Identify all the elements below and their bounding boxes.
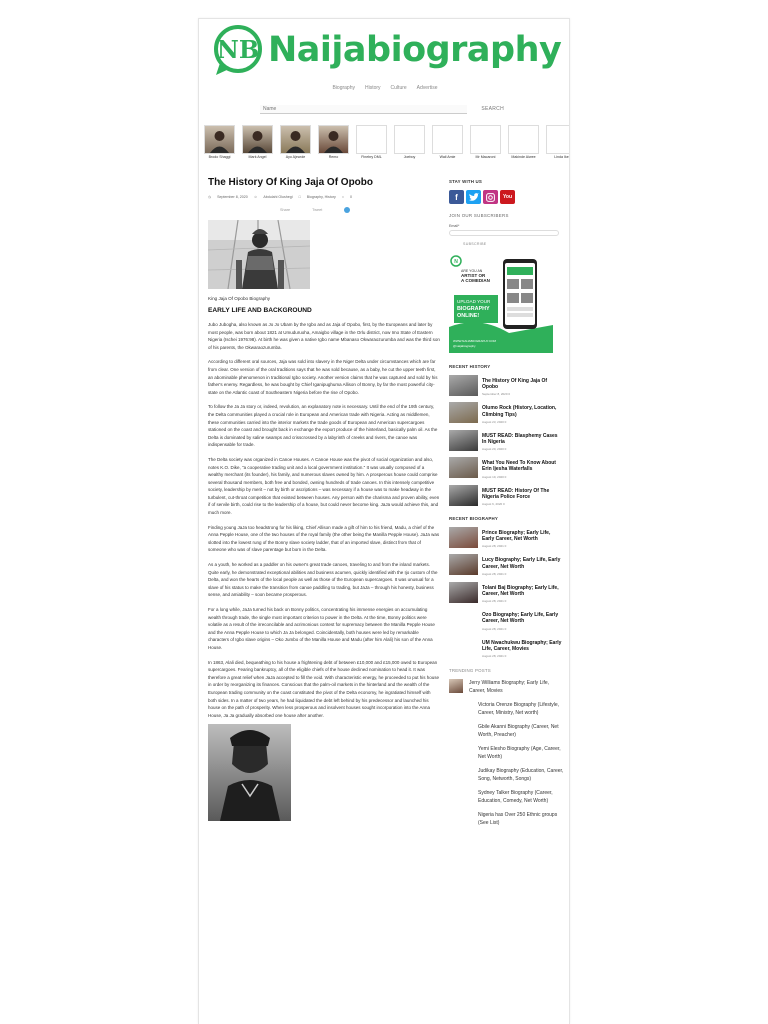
folder-icon: □: [298, 195, 301, 199]
article-meta: [208, 195, 440, 199]
king-jaja-portrait: [208, 724, 291, 821]
ad-line1: ARE YOU AN: [461, 269, 483, 273]
sidebar-post-item[interactable]: [449, 402, 563, 423]
ad-cta1: UPLOAD YOUR: [457, 299, 491, 304]
trending-thumbnail: [449, 679, 463, 693]
nav-culture[interactable]: Culture: [390, 85, 407, 91]
article-paragraph: The Delta society was organized in Canoe Houses. A Canoe House was the pivot of social organization and also, notes K.O. Dike, "a cooperative trading unit and a local government institution." It was usually composed of a wealthy merchant (its founder), his family, and numerous slaves owned by him. A prosperous house could comprise several thousand members, both free and bonded, owning hundreds of trade canoes. In this intensely competitive society, leadership by merit – not by birth or ascriptions – was necessary if a house was to make headway in the turbulent, cut-throat competition that existed between houses. Any person with the charisma and proven ability, even if of servile birth, could rise to the leadership of a house, but could never become king. JaJa would achieve this, and much more.: [208, 456, 440, 516]
top-nav: [199, 85, 570, 91]
upload-biography-ad[interactable]: [449, 255, 553, 353]
person-photo: [204, 125, 235, 154]
instagram-icon[interactable]: [483, 190, 498, 204]
article-title: The History Of King Jaja Of Opobo: [208, 177, 374, 188]
sidebar-post-item[interactable]: [449, 430, 563, 451]
post-thumbnail: [449, 402, 478, 423]
stay-with-us-heading: STAY WITH US: [449, 179, 483, 184]
article: [208, 177, 440, 821]
trending-title[interactable]: Jerry Williams Biography; Early Life, Career, Movies: [469, 680, 550, 695]
twitter-icon[interactable]: [466, 190, 481, 204]
sidebar-post-item[interactable]: [449, 527, 563, 548]
ad-cta2: BIOGRAPHY: [457, 306, 490, 312]
ad-line2: ARTIST OR: [461, 273, 486, 278]
post-title[interactable]: MUST READ: History Of The Nigeria Police Force: [482, 487, 550, 500]
post-thumbnail: [449, 582, 478, 603]
post-thumbnail: [449, 485, 478, 506]
calendar-icon: ◷: [208, 195, 212, 199]
person-name: Linda Ike: [554, 155, 569, 159]
person-photo: [546, 125, 570, 154]
sidebar-post-item[interactable]: [449, 554, 563, 575]
person-name: Ayo Ajewole: [285, 155, 306, 159]
post-thumbnail: [449, 554, 478, 575]
sidebar-post-item[interactable]: [449, 485, 563, 506]
post-meta: August 28, 2021 0: [482, 544, 507, 549]
person-card[interactable]: [394, 125, 425, 159]
post-title[interactable]: UM Nwachukwu Biography; Early Life, Career, Movies: [482, 639, 562, 652]
sidebar: [449, 179, 563, 827]
share-bar: [208, 207, 440, 213]
email-label: Email*: [449, 224, 460, 228]
trending-title[interactable]: Gbile Akanni Biography (Career, Net Worth, Preacher): [478, 724, 559, 739]
facebook-icon[interactable]: f: [449, 190, 464, 204]
ad-url: WWW.NAIJABIOGRAPHY.COM: [453, 339, 496, 343]
post-meta: August 20, 2020 0: [482, 447, 507, 452]
trending-item[interactable]: [449, 679, 563, 695]
person-name: Wail Amie: [439, 155, 456, 159]
article-paragraph: Jubo Jubogha, also known as Jo Jo Ubam by the Igbo and as Jaja of Opobo, first, by the Europeans and later by most people, was born about 1821 at Umuduruoha, Amaigbo village in the Orlu district, now Imo State of Eastern Nigeria (Ischei 1976:98). At birth he was given a native Igbo name Mbanaso Okwaraozurumba and was the third son of his parents, the Okwaraozurumba.: [208, 322, 440, 350]
social-links: [449, 190, 563, 204]
post-thumbnail: [449, 375, 478, 396]
trending-title[interactable]: Nigeria has Over 250 Ethnic groups (See List): [478, 812, 558, 827]
person-name: Brodo Shaggi: [208, 155, 231, 159]
person-photo: [280, 125, 311, 154]
post-meta: August 28, 2021 0: [482, 599, 507, 604]
article-paragraph: To follow the Ja Ja story or, indeed, revolution, an explanatory note is necessary. Until the end of the 19th century, the Delta communities played a crucial role in European and American trade with Nigeria. Acting as middlemen, these communities carried into the interior markets the trade goods of European and American supercargoes stationed on the coast and brought back in exchange the export produce of the hinterland, basically palm oil. As the Delta is dominated by saline swamps and crisscrossed by a labyrinth of creeks and rivers, the canoe was indispensable for trade.: [208, 404, 438, 448]
nav-advertise[interactable]: Advertise: [416, 85, 438, 91]
sidebar-post-item[interactable]: [449, 457, 563, 478]
trending-title[interactable]: Sydney Talker Biography (Career, Education, Comedy, Net Worth): [478, 790, 553, 805]
person-photo: [356, 125, 387, 154]
article-comments[interactable]: 0: [350, 195, 352, 199]
section-heading: EARLY LIFE AND BACKGROUND: [208, 307, 312, 314]
post-thumbnail: [449, 430, 478, 451]
post-title[interactable]: The History Of King Jaja Of Opobo: [482, 378, 548, 391]
nav-biography[interactable]: Biography: [332, 85, 355, 91]
comment-icon: ○: [341, 195, 344, 199]
post-meta: August 19, 2020 0: [482, 474, 507, 479]
ad-line3: A COMEDIAN: [461, 278, 490, 283]
post-title[interactable]: What You Need To Know About Erin Ijesha Waterfalls: [482, 460, 556, 473]
trending-title[interactable]: Yemi Elesho Biography (Age, Career, Net Worth): [478, 746, 561, 761]
person-name: Mark Angel: [248, 155, 267, 159]
logo-text: Naijabiography: [268, 30, 562, 70]
person-card[interactable]: [508, 125, 539, 159]
post-title[interactable]: Tolani Baj Biography; Early Life, Career, Net Worth: [482, 584, 559, 598]
recent-biography-list: [449, 527, 563, 658]
person-name: Mr Macaroni: [475, 155, 496, 159]
sidebar-post-item[interactable]: [449, 582, 563, 603]
post-title[interactable]: Lucy Biography; Early Life, Early Career, Net Worth: [482, 557, 561, 570]
person-card[interactable]: [356, 125, 387, 159]
recent-history-heading: RECENT HISTORY: [449, 364, 491, 369]
people-strip: [204, 125, 570, 159]
person-card[interactable]: [470, 125, 501, 159]
subscribers-heading: JOIN OUR SUBSCRIBERS: [449, 213, 509, 218]
logo-mark-icon: [211, 23, 265, 77]
ad-cta3: ONLINE!: [457, 313, 480, 319]
recent-biography-heading: RECENT BIOGRAPHY: [449, 516, 499, 522]
twitter-share-icon[interactable]: [344, 207, 350, 213]
user-icon: ☺: [253, 195, 258, 199]
logo-letters: NB: [216, 35, 260, 64]
article-paragraph: As a youth, he worked as a paddler on his owner's great trade canoes, traveling to and from the inland markets. Quite early, he demonstrated exceptional abilities and business acumen, quickly identified with the Ijo custom of the Delta, and won the hearts of the local people as well as those of the European supercargoes. It was unusual for a slave of his status to make the transition from canoe paddling to trading, but JaJa – through his honesty, business sense, and amiability – soon became prosperous.: [208, 562, 438, 598]
sidebar-post-item[interactable]: [449, 609, 563, 630]
post-thumbnail: [449, 527, 478, 548]
person-card[interactable]: [546, 125, 570, 159]
sidebar-post-item[interactable]: [449, 637, 563, 658]
trending-posts-heading: TRENDING POSTS: [449, 668, 491, 674]
person-card[interactable]: [432, 125, 463, 159]
youtube-icon[interactable]: You: [500, 190, 515, 204]
person-name: Remo: [328, 155, 339, 159]
person-card[interactable]: [204, 125, 235, 159]
subscribe-button[interactable]: SUBSCRIBE: [463, 242, 487, 246]
post-meta: August 23, 2020 0: [482, 419, 507, 424]
article-author[interactable]: Abdulahi Olushegi: [263, 195, 293, 199]
person-photo: [394, 125, 425, 154]
post-thumbnail: [449, 609, 478, 630]
post-meta: August 28, 2021 0: [482, 654, 507, 659]
site-logo[interactable]: [211, 22, 561, 78]
share-button[interactable]: Share: [280, 208, 291, 212]
person-card[interactable]: [242, 125, 273, 159]
post-title[interactable]: Olumo Rock (History, Location, Climbing Tips): [482, 405, 557, 418]
person-photo: [470, 125, 501, 154]
nav-history[interactable]: History: [364, 85, 381, 91]
image-caption: King Jaja Of Opobo Biography: [208, 296, 271, 301]
post-thumbnail: [449, 457, 478, 478]
email-field[interactable]: [449, 230, 559, 236]
article-paragraph: Finding young JaJa too headstrong for his liking, Chief Allison made a gift of him to his friend, Madu, a chief of the Anna Pepple House, one of the two houses of the royal family (the other being the Manilla Pepple House). JaJa was slotted into the lowest rung of the Bonny slave society ladder, that of an imported slave, distinct from that of someone who was of slave parentage but born in the Delta.: [208, 524, 440, 553]
post-meta: August 28, 2021 0: [482, 571, 507, 576]
trending-title[interactable]: Judikay Biography (Education, Career, Song, Networth, Songs): [478, 768, 564, 783]
post-meta: August 6, 2020 0: [482, 502, 505, 507]
post-thumbnail: [449, 637, 478, 658]
article-paragraph: For a long while, JaJa turned his back on Bonny politics, concentrating his immense energies on accumulating wealth through trade, the single most important criterion to power in the Delta. At the time, Bonny politics were volatile as a result of the irreconcilable and acrimonious contest for supremacy between the Manilla Pepple House and the Anna Pepple House to which Ja Ja belonged. Coincidentally, both houses were led by remarkable characters of Igbo slave origins – Oko Jumbo of the Manilla House and Madu (after him Alali) his son of the Anna House.: [208, 607, 435, 650]
ad-handle: @naijabiography: [453, 344, 476, 348]
svg-text:N: N: [454, 259, 458, 265]
post-meta: August 28, 2021 0: [482, 626, 507, 631]
search-bar: [260, 104, 504, 114]
article-categories[interactable]: Biography, History: [306, 195, 336, 199]
person-photo: [508, 125, 539, 154]
trending-posts-list: [449, 679, 563, 827]
trending-title[interactable]: Victoria Orenze Biography (Lifestyle, Career, Ministry, Net worth): [478, 702, 560, 717]
article-paragraph: According to different oral sources, Jaja was sold into slavery in the Niger Delta under circumstances which are far from clear. One version of the oral traditions says that he was sold because, as a baby, he cut the upper teeth first, an abominable phenomenon in traditional Igbo society. Another version claims that he was captured and sold by his father's enemy. Regardless, he was bought by Chief Iganipughuma Allison of Bonny, by far the most powerful city-state on the Atlantic coast of Southeastern Nigeria before the rise of Opobo.: [208, 359, 438, 395]
article-date: September 8, 2020: [217, 195, 248, 199]
search-input[interactable]: [260, 105, 467, 114]
article-paragraph: In 1863, Alali died, bequeathing to his house a frightening debt of between £10,000 and £15,000 owed to European supercargoes. Fearing bankruptcy, all of the eligible chiefs of the house declined nomination to head it. It was therefore a great relief when JaJa accepted to fill the void. With characteristic energy, he proceeded to put his house in order by reorganizing its finances. Conscious that the palm-oil markets in the hinterland and the wealth of the European trading community on the coast constituted the pivot of the Delta economy, he ingratiated himself with both sides. In a matter of two years, he had liquidated the debt left behind by his predecessor and launched his house on the path of prosperity. When less prosperous and insolvent houses sought incorporation into the Anna House, Ja Ja gradually absorbed one house after another.: [208, 659, 440, 718]
person-photo: [242, 125, 273, 154]
person-photo: [318, 125, 349, 154]
person-name: Makinde Aiwee: [511, 155, 536, 159]
person-card[interactable]: [280, 125, 311, 159]
person-card[interactable]: [318, 125, 349, 159]
post-title[interactable]: Prince Biography; Early Life, Early Career, Net Worth: [482, 530, 551, 543]
person-name: Joeboy: [403, 155, 416, 159]
post-meta: September 8, 2020 0: [482, 392, 511, 397]
king-jaja-photo: [208, 220, 310, 289]
person-photo: [432, 125, 463, 154]
tweet-button[interactable]: Tweet: [312, 208, 323, 212]
sidebar-post-item[interactable]: [449, 375, 563, 396]
post-title[interactable]: Ozo Biography; Early Life, Early Career, Net Worth: [482, 612, 559, 625]
post-title[interactable]: MUST READ: Blasphemy Cases In Nigeria: [482, 432, 558, 446]
recent-history-list: [449, 375, 563, 506]
article-body: [208, 321, 440, 719]
page-container: [198, 18, 570, 1024]
person-name: Finebry DML: [361, 155, 382, 159]
search-button[interactable]: SEARCH: [481, 106, 504, 112]
